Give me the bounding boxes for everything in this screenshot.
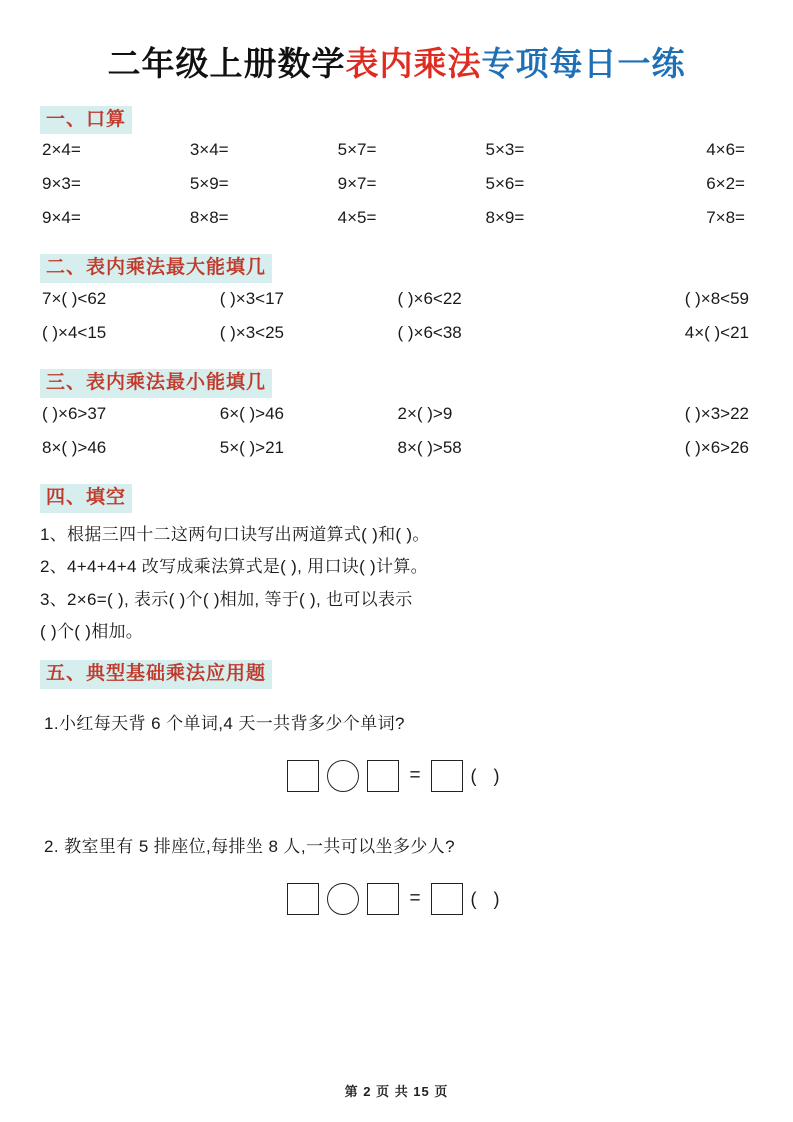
answer-box-icon[interactable] xyxy=(287,883,319,915)
section-heading-4: 四、填空 xyxy=(40,484,132,513)
problem-cell: ( )×3<25 xyxy=(219,323,285,343)
fill-blank-line-2: 2、4+4+4+4 改写成乘法算式是( ), 用口诀( )计算。 xyxy=(40,557,428,577)
word-problem-2-answer xyxy=(40,883,753,915)
problem-cell: 8×9= xyxy=(485,208,525,228)
equals-sign: = xyxy=(409,765,421,786)
min-fill-row-2 xyxy=(40,438,753,458)
title-part-blue: 专项每日一练 xyxy=(481,45,686,82)
problem-cell: 5×9= xyxy=(189,174,229,194)
problem-cell: 7×( )<62 xyxy=(42,289,107,309)
problem-cell: 5×( )>21 xyxy=(219,438,285,458)
fill-blank-line-3: 3、2×6=( ), 表示( )个( )相加, 等于( ), 也可以表示 xyxy=(40,589,413,609)
problem-cell: 5×3= xyxy=(485,140,525,160)
problem-cell: 8×8= xyxy=(189,208,229,228)
unit-paren[interactable]: ( ) xyxy=(470,888,506,909)
max-fill-row-1 xyxy=(40,289,753,309)
section-heading-3: 三、表内乘法最小能填几 xyxy=(40,369,272,398)
problem-cell: ( )×6>26 xyxy=(684,438,749,458)
word-problem-1-text: 1.小红每天背 6 个单词,4 天一共背多少个单词? xyxy=(44,714,405,733)
page-title xyxy=(40,44,753,84)
problem-cell: 4×( )<21 xyxy=(684,323,749,343)
operator-circle-icon[interactable] xyxy=(327,883,359,915)
problem-cell: ( )×6<22 xyxy=(397,289,462,309)
problem-cell: 3×4= xyxy=(189,140,229,160)
section-heading-1: 一、口算 xyxy=(40,106,132,135)
problem-cell: 4×5= xyxy=(337,208,377,228)
answer-box-icon[interactable] xyxy=(367,883,399,915)
oral-calc-row-3 xyxy=(40,208,753,228)
problem-cell: ( )×4<15 xyxy=(42,323,107,343)
problem-cell: ( )×3>22 xyxy=(684,404,749,424)
problem-cell: 6×2= xyxy=(706,174,745,194)
problem-cell: ( )×8<59 xyxy=(684,289,749,309)
answer-box-icon[interactable] xyxy=(367,760,399,792)
problem-cell: 4×6= xyxy=(706,140,745,160)
problem-cell: 9×7= xyxy=(337,174,377,194)
unit-paren[interactable]: ( ) xyxy=(470,765,506,786)
section-heading-5: 五、典型基础乘法应用题 xyxy=(40,660,272,689)
min-fill-row-1 xyxy=(40,404,753,424)
problem-cell: 2×4= xyxy=(42,140,81,160)
problem-cell: 6×( )>46 xyxy=(219,404,285,424)
problem-cell: 9×3= xyxy=(42,174,81,194)
problem-cell: ( )×6>37 xyxy=(42,404,107,424)
word-problem-1-answer xyxy=(40,760,753,792)
section-heading-2: 二、表内乘法最大能填几 xyxy=(40,254,272,283)
problem-cell: 9×4= xyxy=(42,208,81,228)
problem-cell: ( )×3<17 xyxy=(219,289,285,309)
problem-cell: ( )×6<38 xyxy=(397,323,462,343)
problem-cell: 5×7= xyxy=(337,140,377,160)
problem-cell: 7×8= xyxy=(706,208,745,228)
problem-cell: 8×( )>46 xyxy=(42,438,107,458)
problem-cell: 5×6= xyxy=(485,174,525,194)
word-problem-2-text: 2. 教室里有 5 排座位,每排坐 8 人,一共可以坐多少人? xyxy=(44,837,456,856)
oral-calc-row-1 xyxy=(40,140,753,160)
answer-box-icon[interactable] xyxy=(431,883,463,915)
oral-calc-row-2 xyxy=(40,174,753,194)
problem-cell: 8×( )>58 xyxy=(397,438,462,458)
problem-cell: 2×( )>9 xyxy=(397,404,453,424)
answer-box-icon[interactable] xyxy=(431,760,463,792)
operator-circle-icon[interactable] xyxy=(327,760,359,792)
title-part-red: 表内乘法 xyxy=(345,45,482,82)
answer-box-icon[interactable] xyxy=(287,760,319,792)
page-footer: 第 2 页 共 15 页 xyxy=(344,1084,449,1099)
fill-blank-line-4: ( )个( )相加。 xyxy=(40,621,144,641)
equals-sign: = xyxy=(409,888,421,909)
fill-blank-line-1: 1、根据三四十二这两句口诀写出两道算式( )和( )。 xyxy=(40,524,430,544)
title-part-black: 二年级上册数学 xyxy=(107,45,346,82)
max-fill-row-2 xyxy=(40,323,753,343)
